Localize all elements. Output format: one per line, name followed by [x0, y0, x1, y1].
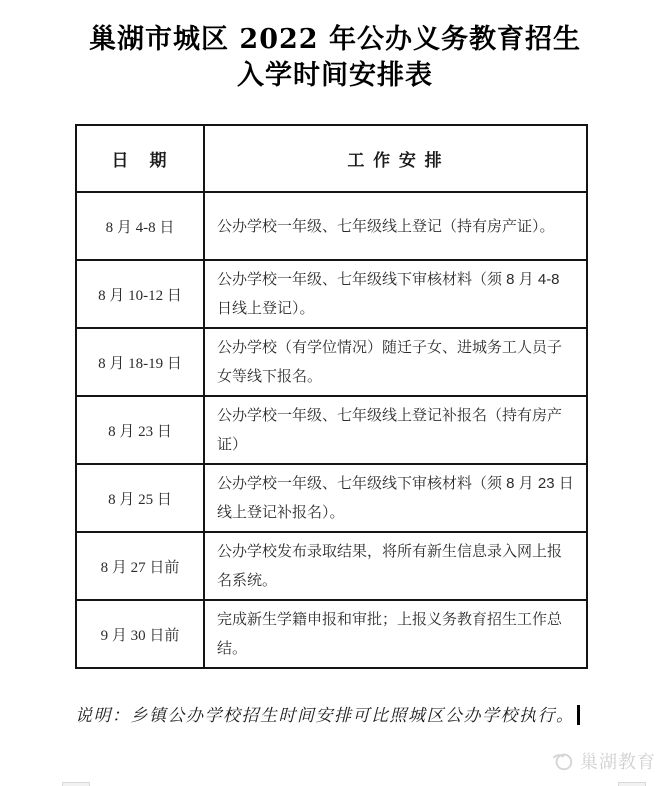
watermark-label: 巢湖教育: [580, 752, 656, 772]
work-cell: 公办学校（有学位情况）随迁子女、进城务工人员子女等线下报名。: [204, 328, 587, 396]
work-cell: 公办学校一年级、七年级线下审核材料（须 8 月 23 日线上登记补报名）。: [204, 464, 587, 532]
note-text: [75, 701, 615, 726]
table-row: [76, 328, 587, 396]
date-cell: 9 月 30 日前: [76, 600, 204, 668]
work-cell: 公办学校一年级、七年级线上登记（持有房产证）。: [204, 192, 587, 260]
table-header-row: [76, 125, 587, 192]
table-row: [76, 600, 587, 668]
work-cell: 公办学校发布录取结果，将所有新生信息录入网上报名系统。: [204, 532, 587, 600]
date-cell: 8 月 23 日: [76, 396, 204, 464]
schedule-table: [75, 124, 588, 669]
table-row: [76, 396, 587, 464]
table-row: [76, 260, 587, 328]
work-cell: 完成新生学籍申报和审批；上报义务教育招生工作总结。: [204, 600, 587, 668]
page-title-line1: 巢湖市城区 2022 年公办义务教育招生: [89, 24, 581, 55]
page-title: [0, 22, 670, 94]
column-header-date: 日 期: [76, 125, 204, 192]
date-cell: 8 月 25 日: [76, 464, 204, 532]
chaohu-education-logo-icon: [552, 750, 574, 772]
date-cell: 8 月 18-19 日: [76, 328, 204, 396]
watermark: [552, 748, 656, 774]
page-title-line2: 入学时间安排表: [237, 60, 433, 91]
column-header-work: 工 作 安 排: [204, 125, 587, 192]
table-row: [76, 192, 587, 260]
note-label: 说明：乡镇公办学校招生时间安排可比照城区公办学校执行。: [75, 706, 575, 726]
date-cell: 8 月 4-8 日: [76, 192, 204, 260]
work-cell: 公办学校一年级、七年级线下审核材料（须 8 月 4-8 日线上登记）。: [204, 260, 587, 328]
date-cell: 8 月 27 日前: [76, 532, 204, 600]
table-row: [76, 532, 587, 600]
cutoff-element-left: [62, 782, 90, 786]
date-cell: 8 月 10-12 日: [76, 260, 204, 328]
text-cursor: [577, 705, 580, 725]
cutoff-element-right: [618, 782, 646, 786]
table-row: [76, 464, 587, 532]
work-cell: 公办学校一年级、七年级线上登记补报名（持有房产证）: [204, 396, 587, 464]
